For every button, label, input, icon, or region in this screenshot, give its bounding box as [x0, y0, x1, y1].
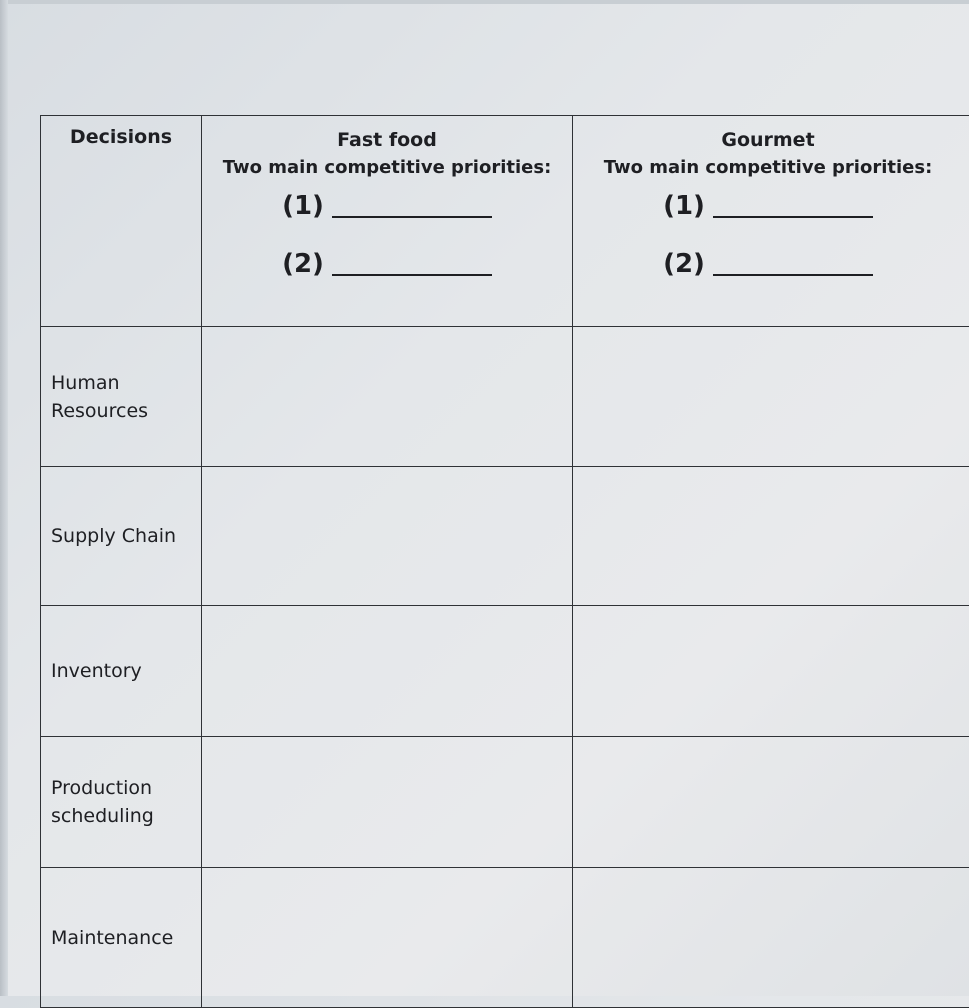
fast-food-answer-cell[interactable]	[202, 868, 573, 1008]
gourmet-answer-cell[interactable]	[573, 868, 969, 1008]
row-label-inventory: Inventory	[41, 657, 201, 685]
fast-food-title: Fast food	[202, 126, 572, 154]
row-label-cell	[41, 467, 202, 606]
row-label-human-resources: Human Resources	[41, 369, 201, 425]
row-label-cell	[41, 737, 202, 868]
table-row-production-scheduling	[41, 737, 969, 868]
gourmet-answer-cell[interactable]	[573, 737, 969, 868]
paper-top-edge	[0, 0, 969, 4]
gourmet-answer-cell[interactable]	[573, 327, 969, 467]
row-label-production-scheduling: Production scheduling	[41, 774, 201, 830]
gourmet-answer-cell[interactable]	[573, 467, 969, 606]
gourmet-priority-1-number: (1)	[663, 190, 705, 222]
row-label-maintenance: Maintenance	[41, 924, 201, 952]
decisions-header: Decisions	[41, 116, 201, 148]
fast-food-priority-1-number: (1)	[282, 190, 324, 222]
gourmet-priority-2[interactable]	[573, 248, 963, 280]
gourmet-header-cell	[573, 116, 969, 327]
gourmet-subtitle: Two main competitive priorities:	[573, 154, 963, 182]
gourmet-title: Gourmet	[573, 126, 963, 154]
fast-food-priority-2-number: (2)	[282, 248, 324, 280]
fast-food-priority-1-blank[interactable]	[332, 215, 492, 218]
table-row-maintenance	[41, 868, 969, 1008]
worksheet-table	[40, 115, 969, 1008]
paper-left-edge	[0, 0, 8, 996]
fast-food-answer-cell[interactable]	[202, 467, 573, 606]
decisions-header-cell	[41, 116, 202, 327]
table-row-supply-chain	[41, 467, 969, 606]
fast-food-priority-1[interactable]	[202, 190, 572, 222]
row-label-cell	[41, 327, 202, 467]
gourmet-priority-1-blank[interactable]	[713, 215, 873, 218]
gourmet-priority-2-number: (2)	[663, 248, 705, 280]
table-row-human-resources	[41, 327, 969, 467]
fast-food-answer-cell[interactable]	[202, 327, 573, 467]
row-label-cell	[41, 868, 202, 1008]
fast-food-answer-cell[interactable]	[202, 606, 573, 737]
header-row	[41, 116, 969, 327]
row-label-cell	[41, 606, 202, 737]
gourmet-priority-1[interactable]	[573, 190, 963, 222]
fast-food-answer-cell[interactable]	[202, 737, 573, 868]
gourmet-priority-2-blank[interactable]	[713, 273, 873, 276]
table-row-inventory	[41, 606, 969, 737]
fast-food-subtitle: Two main competitive priorities:	[202, 154, 572, 182]
fast-food-header-cell	[202, 116, 573, 327]
row-label-supply-chain: Supply Chain	[41, 522, 201, 550]
fast-food-priority-2-blank[interactable]	[332, 273, 492, 276]
fast-food-priority-2[interactable]	[202, 248, 572, 280]
gourmet-answer-cell[interactable]	[573, 606, 969, 737]
